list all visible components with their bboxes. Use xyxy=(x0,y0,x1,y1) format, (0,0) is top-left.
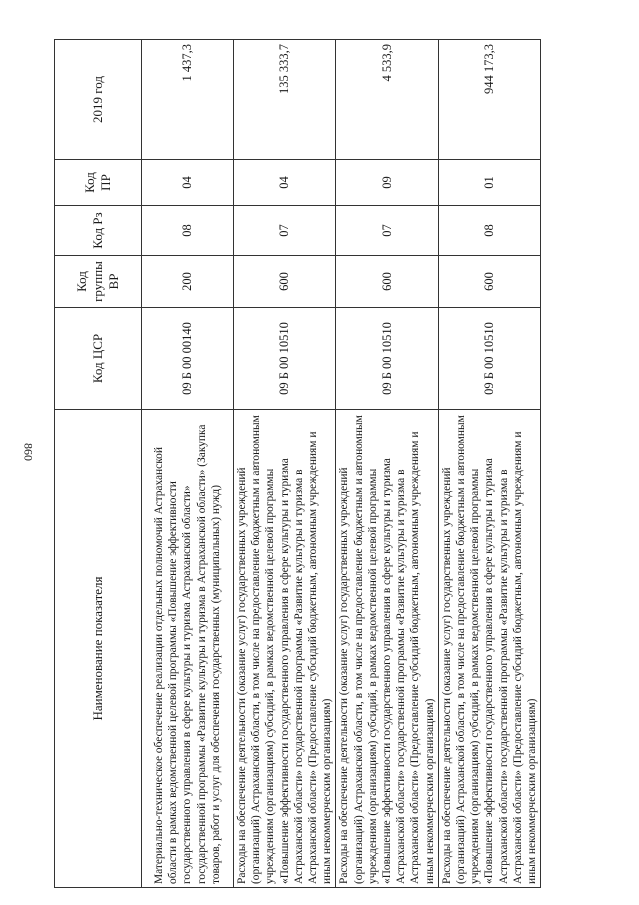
header-name: Наименование показателя xyxy=(55,410,142,888)
row-vr: 600 xyxy=(336,256,438,308)
row-value: 944 173,3 xyxy=(438,40,540,160)
table-row xyxy=(234,40,336,888)
table-row xyxy=(142,40,234,888)
row-rz: 07 xyxy=(336,206,438,256)
row-rz: 07 xyxy=(234,206,336,256)
header-vr: Код группы ВР xyxy=(55,256,142,308)
table-row xyxy=(336,40,438,888)
rotated-page-content xyxy=(54,40,539,888)
row-pr: 04 xyxy=(234,160,336,206)
page-number: 860 xyxy=(21,443,36,461)
row-rz: 08 xyxy=(142,206,234,256)
row-csr: 09 Б 00 10510 xyxy=(336,308,438,410)
row-vr: 600 xyxy=(438,256,540,308)
row-value: 135 333,7 xyxy=(234,40,336,160)
header-row xyxy=(55,40,142,888)
row-pr: 09 xyxy=(336,160,438,206)
row-csr: 09 Б 00 10510 xyxy=(438,308,540,410)
row-name: Материально-техническое обеспечение реализации отдельных полномочий Астраханской области в рамках ведомственной целевой программы «Повышение эффективности государственного управления в сфере культуры и туризма Астраханской области» государственной программы «Развитие культуры и туризма в Астраханской области» (Закупка товаров, работ и услуг для обеспечения государственных (муниципальных) нужд) xyxy=(142,410,234,888)
row-rz: 08 xyxy=(438,206,540,256)
header-year: 2019 год xyxy=(55,40,142,160)
header-rz: Код Рз xyxy=(55,206,142,256)
row-name: Расходы на обеспечение деятельности (оказание услуг) государственных учреждений (организаций) Астраханской области, в том числе на предоставление бюджетным и автономным учреждениям (организациям) субсидий, в рамках ведомственной целевой программы «Повышение эффективности государственного управления в сфере культуры и туризма Астраханской области» государственной программы «Развитие культуры и туризма в Астраханской области» (Предоставление субсидий бюджетным, автономным учреждениям и иным некоммерческим организациям) xyxy=(234,410,336,888)
row-pr: 04 xyxy=(142,160,234,206)
header-pr: Код ПР xyxy=(55,160,142,206)
row-value: 4 533,9 xyxy=(336,40,438,160)
budget-table xyxy=(54,39,541,888)
row-vr: 200 xyxy=(142,256,234,308)
header-csr: Код ЦСР xyxy=(55,308,142,410)
row-csr: 09 Б 00 00140 xyxy=(142,308,234,410)
table-row xyxy=(438,40,540,888)
row-csr: 09 Б 00 10510 xyxy=(234,308,336,410)
row-value: 1 437,3 xyxy=(142,40,234,160)
row-vr: 600 xyxy=(234,256,336,308)
row-pr: 01 xyxy=(438,160,540,206)
row-name: Расходы на обеспечение деятельности (оказание услуг) государственных учреждений (организаций) Астраханской области, в том числе на предоставление бюджетным и автономным учреждениям (организациям) субсидий, в рамках ведомственной целевой программы «Повышение эффективности государственного управления в сфере культуры и туризма Астраханской области» государственной программы «Развитие культуры и туризма в Астраханской области» (Предоставление субсидий бюджетным, автономным учреждениям и иным некоммерческим организациям) xyxy=(336,410,438,888)
row-name: Расходы на обеспечение деятельности (оказание услуг) государственных учреждений (организаций) Астраханской области, в том числе на предоставление бюджетным и автономным учреждениям (организациям) субсидий, в рамках ведомственной целевой программы «Повышение эффективности государственного управления в сфере культуры и туризма Астраханской области» государственной программы «Развитие культуры и туризма в Астраханской области» (Предоставление субсидий бюджетным, автономным учреждениям и иным некоммерческим организациям) xyxy=(438,410,540,888)
